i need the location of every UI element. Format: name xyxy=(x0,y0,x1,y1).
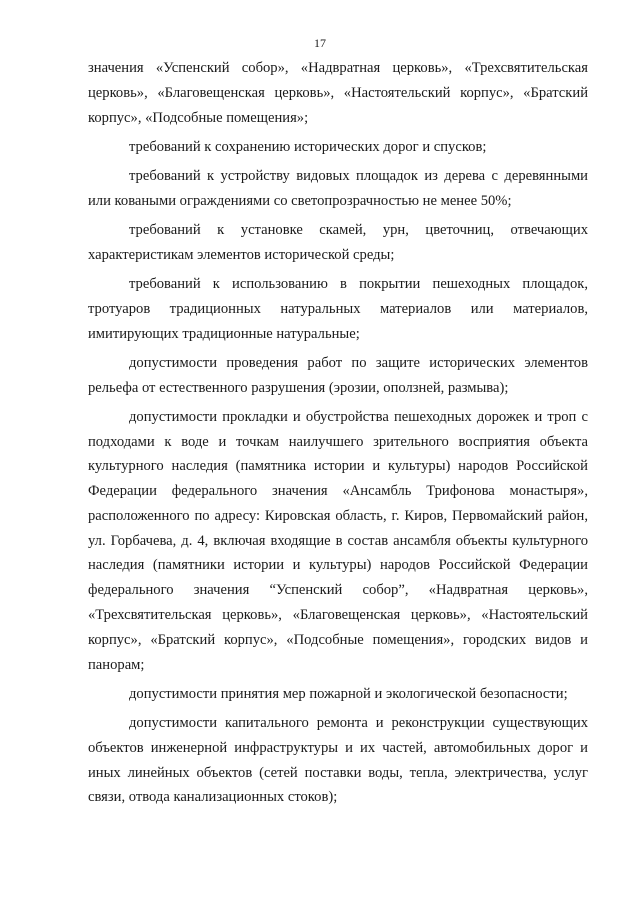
paragraph-5: требований к использованию в покрытии пешеходных площадок, тротуаров традиционных натуральных материалов или материалов, имитирующих традиционные натуральные; xyxy=(88,275,588,342)
paragraph-9: допустимости капитального ремонта и реконструкции существующих объектов инженерной инфраструктуры и их частей, автомобильных дорог и иных линейных объектов (сетей поставки воды, тепла, электричества, услуг связи, отвода канализационных стоков); xyxy=(88,715,588,806)
paragraph-2: требований к сохранению исторических дорог и спусков; xyxy=(129,138,487,155)
paragraph-8: допустимости принятия мер пожарной и экологической безопасности; xyxy=(129,685,568,702)
paragraph-1: значения «Успенский собор», «Надвратная церковь», «Трехсвятительская церковь», «Благовещенская церковь», «Настоятельский корпус», «Братский корпус», «Подсобные помещения»; xyxy=(88,60,588,126)
paragraph-7: допустимости прокладки и обустройства пешеходных дорожек и троп с подходами к воде и точкам наилучшего зрительного восприятия объекта культурного наследия (памятника истории и культуры) народов Российской Федерации федерального значения «Ансамбль Трифонова монастыря», расположенного по адресу: Кировская область, г. Киров, Первомайский район, ул. Горбачева, д. 4, включая входящие в состав ансамбля объекты культурного наследия (памятники истории и культуры) народов Российской Федерации федерального значения “Успенский собор”, «Надвратная церковь», «Трехсвятительская церковь», «Благовещенская церковь», «Настоятельский корпус», «Братский корпус», «Подсобные помещения», городских видов и панорам; xyxy=(88,408,588,673)
paragraph-6: допустимости проведения работ по защите исторических элементов рельефа от естественного разрушения (эрозии, оползней, размыва); xyxy=(88,354,588,396)
paragraph-4: требований к установке скамей, урн, цветочниц, отвечающих характеристикам элементов исторической среды; xyxy=(88,221,588,263)
page-number: 17 xyxy=(314,36,326,50)
paragraph-3: требований к устройству видовых площадок из дерева с деревянными или коваными ограждениями со светопрозрачностью не менее 50%; xyxy=(88,167,588,209)
document-body xyxy=(88,56,588,815)
